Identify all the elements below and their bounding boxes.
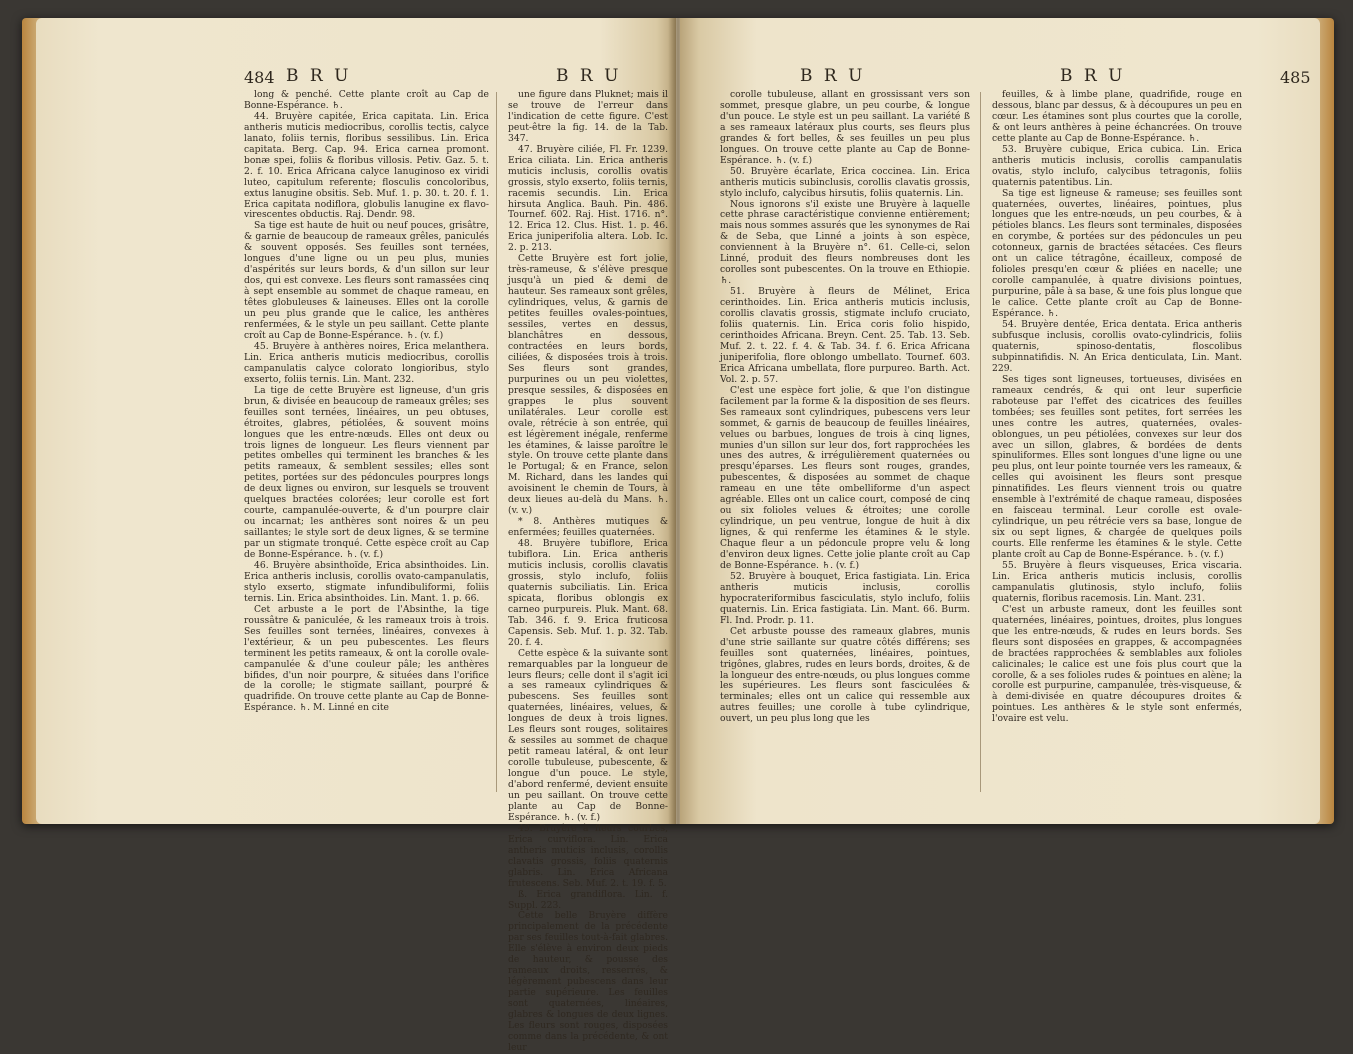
- paragraph: 53. Bruyère cubique, Erica cubica. Lin. Erica antheris muticis inclusis, corollis campanulatis ovatis, stylo inclufo, calycibus tetragonis, foliis quaternis patentibus. Lin.: [992, 143, 1242, 188]
- paragraph: Cet arbuste pousse des rameaux glabres, munis d'une strie saillante sur quatre côtés différens; ses feuilles sont quaternées, linéaires, pointues, trigônes, glabres, rudes en leurs bords, droites, & de la longueur des entre-nœuds, ou plus longues comme les supérieures. Les fleurs sont fasciculées & terminales; elles ont un calice qui ressemble aux autres feuilles; une corolle à tube cylindrique, ouvert, un peu plus long que les: [720, 625, 971, 725]
- paragraph: 47. Bruyère ciliée, Fl. Fr. 1239. Erica ciliata. Lin. Erica antheris muticis inclusis, corollis ovatis grossis, stylo exserto, foliis ternis, racemis secundis. Lin. Erica hirsuta Anglica. Bauh. Pin. 486. Tournef. 602. Raj. Hist. 1716. n°. 12. Erica 12. Clus. Hist. 1. p. 46. Erica juniperifolia altera. Lob. Ic. 2. p. 213.: [508, 143, 668, 254]
- right-page: [680, 18, 1320, 824]
- page-number: 484: [244, 68, 275, 87]
- paragraph: Nous ignorons s'il existe une Bruyère à laquelle cette phrase caractéristique convienne entièrement; mais nous sommes assurés que les synonymes de Rai & de Seba, que Linné a joints à son espèce, conviennent à la Bruyère n°. 61. Celle-ci, selon Linné, produit des fleurs nombreuses dont les corolles sont pubescentes. On la trouve en Ethiopie. ♄.: [720, 198, 970, 287]
- paragraph: Cette espèce & la suivante sont remarquables par la longueur de leurs fleurs; celle dont il s'agit ici a ses rameaux cylindriques & pubescens. Ses feuilles sont quaternées, linéaires, velues, & longues de deux à trois lignes. Les fleurs sont rouges, solitaires & sessiles au sommet de chaque petit rameau latéral, & ont leur corolle tubuleuse, pubescente, & longue d'un pouce. Le style, d'abord renfermé, devient ensuite un peu saillant. On trouve cette plante au Cap de Bonne-Espérance. ♄. (v. f.): [508, 647, 668, 823]
- paragraph: long & penché. Cette plante croît au Cap de Bonne-Espérance. ♄.: [244, 89, 489, 111]
- paragraph: 44. Bruyère capitée, Erica capitata. Lin. Erica antheris muticis mediocribus, corollis tectis, calyce lanato, foliis ternis, floribus sessilibus. Lin. Erica capitata. Berg. Cap. 94. Erica carnea promont. bonæ spei, foliis & floribus villosis. Petiv. Gaz. 5. t. 2. f. 10. Erica Africana calyce lanuginoso ex viridi luteo, capitulum referente; flosculis concoloribus, extus lanugine obsitis. Seb. Muf. 1. p. 30. t. 20. f. 1. Erica capitata nodiflora, globulis lanugine ex flavo-virescentes obductis. Raj. Dendr. 98.: [244, 110, 489, 221]
- paragraph: C'est un arbuste rameux, dont les feuilles sont quaternées, linéaires, pointues, droites, plus longues que les entre-nœuds, & rudes en leurs bords. Ses fleurs sont disposées en grappes, & accompagnées de bractées rapprochées & semblables aux folioles calicinales; le calice est une fois plus court que la corolle, & a ses folioles rudes & pointues en alène; la corolle est purpurine, campanulée, très-visqueuse, & à demi-divisée en quatre découpures droites & pointues. Les anthères & le style sont enfermés, l'ovaire est velu.: [992, 603, 1242, 725]
- text-column-right-1: [720, 90, 970, 725]
- running-head: B R U: [800, 66, 866, 86]
- paragraph: 52. Bruyère à bouquet, Erica fastigiata. Lin. Erica antheris muticis inclusis, corollis hypocrateriformibus fasciculatis, stylo inclufo, foliis quaternis. Lin. Erica fastigiata. Lin. Mant. 66. Burm. Fl. Ind. Prodr. p. 11.: [720, 570, 970, 626]
- running-head: B R U: [1060, 66, 1126, 86]
- paragraph: 46. Bruyère absinthoïde, Erica absinthoides. Lin. Erica antheris inclusis, corollis ovato-campanulatis, stylo exserto, stigmate infundibuliformi, foliis ternis. Lin. Erica absinthoides. Lin. Mant. 1. p. 66.: [244, 559, 489, 604]
- text-column-left-1: [244, 90, 489, 714]
- paragraph: Sa tige est haute de huit ou neuf pouces, grisâtre, & garnie de beaucoup de rameaux grêles, paniculés & souvent opposés. Ses feuilles sont ternées, longues d'une ligne ou un peu plus, munies d'aspérités sur leurs bords, & d'un sillon sur leur dos, qui est convexe. Les fleurs sont ramassées cinq à sept ensemble au sommet de chaque rameau, en têtes globuleuses & laineuses. Elles ont la corolle un peu plus grande que le calice, les anthères renfermées, & le style un peu saillant. Cette plante croît au Cap de Bonne-Espérance. ♄. (v. f.): [244, 220, 489, 341]
- paragraph: 51. Bruyère à fleurs de Mélinet, Erica cerinthoides. Lin. Erica antheris muticis inclusis, corollis clavatis grossis, stigmate inclufo cruciato, foliis quaternis. Lin. Erica coris folio hispido, cerinthoides Africana. Breyn. Cent. 25. Tab. 13. Seb. Muf. 2. t. 22. f. 4. & Tab. 34. f. 6. Erica Africana juniperifolia, flore oblongo umbellato. Tournef. 603. Erica Africana umbellata, flore purpureo. Barth. Act. Vol. 2. p. 57.: [720, 286, 970, 385]
- running-head: B R U: [286, 66, 352, 86]
- page-number: 485: [1280, 68, 1311, 87]
- running-head: B R U: [556, 66, 622, 86]
- paragraph: 45. Bruyère à anthères noires, Erica melanthera. Lin. Erica antheris muticis mediocribus, corollis campanulatis calyce colorato longioribus, stylo exserto, foliis ternis. Lin. Mant. 232.: [244, 340, 489, 385]
- text-column-left-2: [508, 90, 668, 1054]
- paragraph: une figure dans Pluknet; mais il se trouve de l'erreur dans l'indication de cette figure. C'est peut-être la fig. 14. de la Tab. 347.: [508, 89, 668, 144]
- paragraph: Cette Bruyère est fort jolie, très-rameuse, & s'élève presque jusqu'à un pied & demi de hauteur. Ses rameaux sont grêles, cylindriques, velus, & garnis de petites feuilles ovales-pointues, sessiles, vertes en dessus, blanchâtres en dessous, contractées en leurs bords, ciliées, & disposées trois à trois. Ses fleurs sont grandes, purpurines ou un peu violettes, presque sessiles, & disposées en grappes le plus souvent unilatérales. Leur corolle est ovale, rétrécie à son entrée, qui est légèrement inégale, renferme les étamines, & laisse paroître le style. On trouve cette plante dans le Portugal; & en France, selon M. Richard, dans les landes qui avoisinent le chemin de Tours, à deux lieues au-delà du Mans. ♄. (v. v.): [508, 253, 668, 517]
- paragraph: 48. Bruyère tubiflore, Erica tubiflora. Lin. Erica antheris muticis inclusis, corollis clavatis grossis, stylo inclufo, foliis quaternis subciliatis. Lin. Erica spicata, floribus oblongis ex carneo purpureis. Pluk. Mant. 68. Tab. 346. f. 9. Erica fruticosa Capensis. Seb. Muf. 1. p. 32. Tab. 20. f. 4.: [508, 538, 668, 648]
- paragraph: Ses tiges sont ligneuses, tortueuses, divisées en rameaux cendrés, & qui ont leur superficie raboteuse par l'effet des cicatrices des feuilles tombées; ses feuilles sont petites, fort serrées les unes contre les autres, quaternées, ovales-oblongues, un peu pétiolées, convexes sur leur dos avec un sillon, glabres, & bordées de dents spinuliformes. Elles sont longues d'une ligne ou une peu plus, ont leur pointe tournée vers les rameaux, & celles qui avoisinent les fleurs sont presque pinnatifides. Les fleurs viennent trois ou quatre ensemble à l'extrémité de chaque rameau, disposées en faisceau terminal. Leur corolle est ovale-cylindrique, un peu rétrécie vers sa base, longue de six ou sept lignes, & chargée de quelques poils courts. Elle renferme les étamines & le style. Cette plante croît au Cap de Bonne-Espérance. ♄. (v. f.): [992, 373, 1242, 561]
- paragraph: Cet arbuste a le port de l'Absinthe, la tige roussâtre & paniculée, & les rameaux trois à trois. Ses feuilles sont ternées, linéaires, convexes à l'extérieur, & un peu pubescentes. Les fleurs terminent les petits rameaux, & ont la corolle ovale-campanulée & d'une couleur pâle; les anthères bifides, d'un noir pourpre, & situées dans l'orifice de la corolle; le stigmate saillant, pourpré & quadrifide. On trouve cette plante au Cap de Bonne-Espérance. ♄. M. Linné en cite: [244, 603, 489, 714]
- paragraph: Cette belle Bruyère diffère principalement de la précédente par ses feuilles tout-à-fait glabres. Elle s'élève à environ deux pieds de hauteur, & pousse des rameaux droits, resserrés, & légèrement pubescens dans leur partie supérieure. Les feuilles sont quaternées, linéaires, glabres & longues de deux lignes. Les fleurs sont rouges, disposées comme dans la précédente, & ont leur: [508, 910, 668, 1053]
- open-book: [22, 18, 1334, 1053]
- text-column-right-2: [992, 90, 1242, 725]
- paragraph: 50. Bruyère écarlate, Erica coccinea. Lin. Erica antheris muticis subinclusis, corollis clavatis grossis, stylo inclufo, calycibus hirsutis, foliis quaternis. Lin.: [720, 165, 970, 199]
- paragraph: Sa tige est ligneuse & rameuse; ses feuilles sont quaternées, ouvertes, linéaires, pointues, plus longues que les entre-nœuds, un peu courbes, & à pétioles blancs. Les fleurs sont terminales, disposées en corymbe, & portées sur des pédoncules un peu cotonneux, garnis de bractées sétacées. Ces fleurs ont un calice tétragône, écailleux, composé de folioles presqu'en cœur & pliées en nacelle; une corolle campanulée, à quatre divisions pointues, purpurine, pâle à sa base, & une fois plus longue que le calice. Cette plante croît au Cap de Bonne-Espérance. ♄.: [992, 187, 1242, 320]
- paragraph: corolle tubuleuse, allant en grossissant vers son sommet, presque glabre, un peu courbe, & longue d'un pouce. Le style est un peu saillant. La variété ß a ses rameaux latéraux plus courts, ses fleurs plus grandes & fort belles, & ses feuilles un peu plus longues. On trouve cette plante au Cap de Bonne-Espérance. ♄. (v. f.): [720, 89, 970, 166]
- paragraph: La tige de cette Bruyère est ligneuse, d'un gris brun, & divisée en beaucoup de rameaux grêles; ses feuilles sont ternées, linéaires, un peu obtuses, étroites, glabres, pétiolées, & souvent moins longues que les entre-nœuds. Elles ont deux ou trois lignes de longueur. Les fleurs viennent par petites ombelles qui terminent les branches & les petits rameaux, & semblent sessiles; elles sont petites, portées sur des pédoncules pourpres longs de deux lignes ou environ, sur lesquels se trouvent quelques bractées colorées; leur corolle est fort courte, campanulée-ouverte, & d'un pourpre clair ou incarnat; les anthères sont noires & un peu saillantes; le style sort de deux lignes, & se termine par un stigmate tronqué. Cette espèce croît au Cap de Bonne-Espérance. ♄. (v. f.): [244, 384, 489, 561]
- column-divider: [980, 92, 981, 792]
- paragraph: feuilles, & à limbe plane, quadrifide, rouge en dessous, blanc par dessus, & à découpures un peu en cœur. Les étamines sont plus courtes que la corolle, & ont leurs anthères à peine échancrées. On trouve cette plante au Cap de Bonne-Espérance. ♄.: [992, 89, 1242, 144]
- paragraph: 54. Bruyère dentée, Erica dentata. Erica antheris subfusque inclusis, corollis ovato-cylindricis, foliis quaternis, spinoso-dentatis, floscolibus subpinnatifidis. N. An Erica denticulata, Lin. Mant. 229.: [992, 319, 1242, 374]
- column-divider: [496, 92, 497, 792]
- paragraph: 49. Bruyère à fleurs courbes, Erica curviflora. Lin. Erica antheris muticis inclusis, corollis clavatis grossis, foliis quaternis glabris. Lin. Erica Africana frutescens. Seb. Muf. 2. t. 19. f. 5.: [508, 822, 668, 889]
- paragraph: 55. Bruyère à fleurs visqueuses, Erica viscaria. Lin. Erica antheris muticis inclusis, corollis campanulatis glutinosis, stylo inclufo, foliis quaternis, floribus racemosis. Lin. Mant. 231.: [992, 559, 1242, 604]
- paragraph: * 8. Anthères mutiques & enfermées; feuilles quaternées.: [508, 516, 668, 539]
- left-page: [36, 18, 676, 1053]
- paragraph: ß. Erica grandiflora. Lin. f. Suppl. 223.: [508, 888, 668, 911]
- paragraph: C'est une espèce fort jolie, & que l'on distingue facilement par la forme & la disposition de ses fleurs. Ses rameaux sont cylindriques, pubescens vers leur sommet, & garnis de beaucoup de feuilles linéaires, velues ou barbues, longues de trois à cinq lignes, munies d'un sillon sur leur dos, fort rapprochées les unes des autres, & irrégulièrement quaternées ou presqu'éparses. Les fleurs sont rouges, grandes, pubescentes, & disposées au sommet de chaque rameau en une tête ombelliforme d'un aspect agréable. Elles ont un calice court, composé de cinq ou six folioles velues & étroites; une corolle cylindrique, un peu ventrue, longue de huit à dix lignes, & qui renferme les étamines & le style. Chaque fleur a un pédoncule propre velu & long d'environ deux lignes. Cette jolie plante croît au Cap de Bonne-Espérance. ♄. (v. f.): [720, 384, 970, 571]
